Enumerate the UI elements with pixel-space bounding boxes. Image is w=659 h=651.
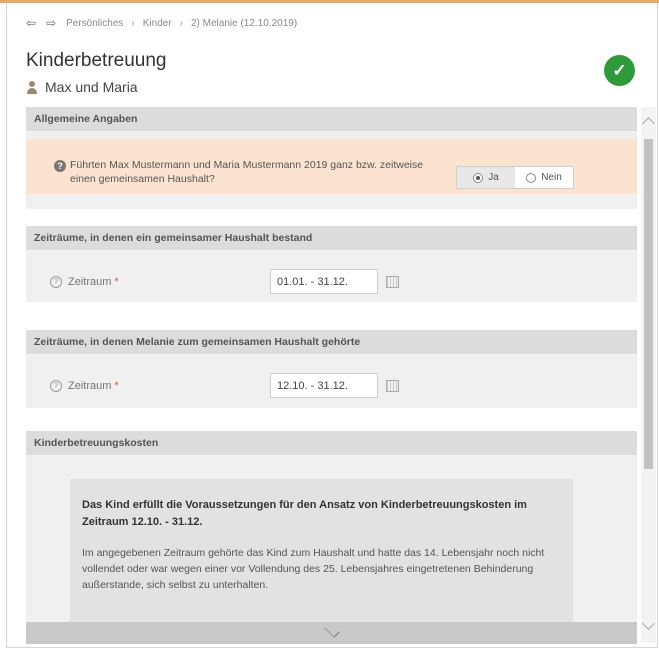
help-icon[interactable]: ? [50, 380, 62, 392]
household-period-input[interactable] [270, 269, 378, 294]
breadcrumb-item-kinder[interactable]: Kinder [142, 17, 172, 29]
child-period-row [26, 368, 637, 406]
radio-option-ja[interactable] [457, 167, 515, 188]
radio-checked-icon [473, 173, 483, 183]
calendar-button[interactable] [380, 373, 404, 398]
costs-info-panel [70, 479, 573, 643]
field-label-text: Zeitraum [68, 380, 112, 392]
field-label-zeitraum [68, 276, 119, 288]
section-header-costs: Kinderbetreuungskosten [26, 431, 637, 455]
calendar-icon [386, 380, 399, 392]
child-period-input[interactable] [270, 373, 378, 398]
costs-info-body: Im angegebenen Zeitraum gehörte das Kind zum Haushalt und hatte das 14. Lebensjahr noch nicht vollendet oder war wegen einer vor Vollendung des 25. Lebensjahres eingetretenen Behinderung außerstande, sich selbst zu unterhalten. [82, 547, 545, 591]
section-header-child-periods: Zeiträume, in denen Melanie zum gemeinsamen Haushalt gehörte [26, 330, 637, 354]
checkmark-icon: ✓ [604, 55, 635, 86]
question-text: Führten Max Mustermann und Maria Mustermann 2019 ganz bzw. zeitweise einen gemeinsamen Haushalt? [70, 159, 424, 185]
arrow-left-icon[interactable]: ⇦ [26, 16, 37, 30]
chevron-down-icon [324, 622, 339, 637]
scroll-more-button[interactable] [26, 622, 637, 644]
costs-info-heading: Das Kind erfüllt die Voraussetzungen für den Ansatz von Kinderbetreuungskosten im Zeitraum 12.10. - 31.12. [82, 499, 527, 528]
help-icon[interactable]: ? [50, 276, 62, 288]
field-label-zeitraum [68, 380, 119, 392]
radio-option-nein[interactable] [515, 167, 573, 188]
scroll-down-icon[interactable] [642, 617, 655, 630]
page-title: Kinderbetreuung [26, 50, 167, 71]
vertical-scrollbar[interactable] [641, 107, 656, 643]
person-icon [26, 81, 38, 94]
breadcrumb-item-persoenliches[interactable]: Persönliches [66, 17, 124, 29]
breadcrumb [26, 14, 297, 32]
household-radio-group [456, 166, 574, 189]
calendar-button[interactable] [380, 269, 404, 294]
arrow-right-icon[interactable]: ⇨ [46, 16, 57, 30]
field-label-text: Zeitraum [68, 276, 112, 288]
breadcrumb-item-melanie[interactable]: 2) Melanie (12.10.2019) [190, 17, 298, 29]
required-marker: * [114, 380, 119, 392]
question-info-icon: ? [54, 160, 66, 172]
calendar-icon [386, 276, 399, 288]
radio-label-ja: Ja [488, 172, 499, 183]
required-marker: * [114, 276, 119, 288]
radio-label-nein: Nein [541, 172, 562, 183]
section-header-household-periods: Zeiträume, in denen ein gemeinsamer Haushalt bestand [26, 226, 637, 250]
subtitle-text: Max und Maria [45, 79, 138, 95]
scroll-up-icon[interactable] [642, 117, 655, 130]
page-subtitle [26, 79, 138, 95]
scrollbar-thumb[interactable] [644, 139, 653, 469]
form-content[interactable] [26, 107, 637, 643]
breadcrumb-separator: › [131, 17, 135, 29]
breadcrumb-separator: › [179, 17, 183, 29]
section-header-general: Allgemeine Angaben [26, 107, 637, 131]
radio-unchecked-icon [526, 173, 536, 183]
household-period-row [26, 264, 637, 302]
